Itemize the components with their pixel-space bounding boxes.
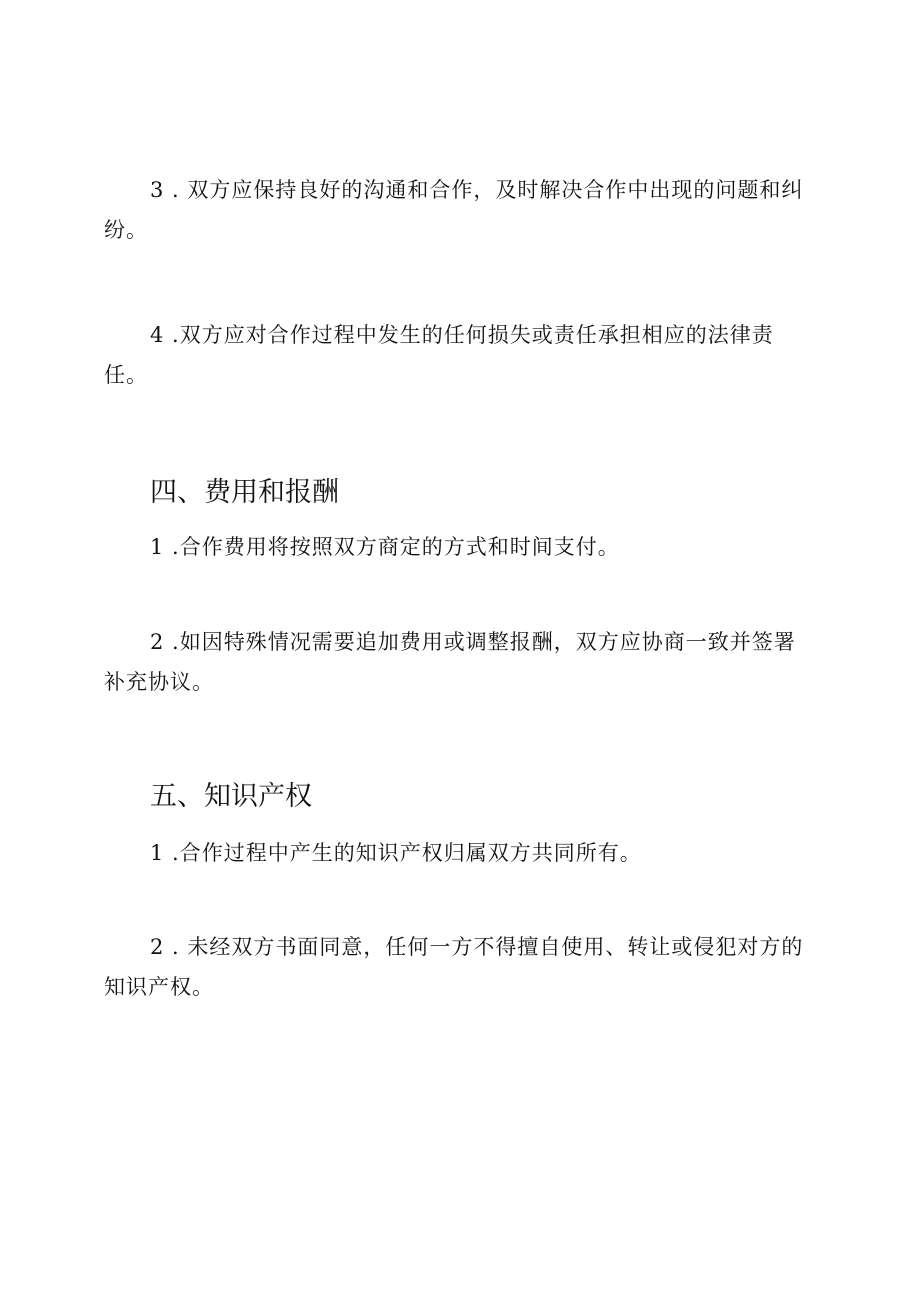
- clause-5-2: 2 . 未经双方书面同意，任何一方不得擅自使用、转让或侵犯对方的知识产权。: [104, 935, 804, 999]
- section-heading-ip: 五、知识产权: [150, 781, 312, 812]
- clause-3-3: 3 . 双方应保持良好的沟通和合作，及时解决合作中出现的问题和纠纷。: [104, 178, 804, 242]
- clause-4-2: 2 .如因特殊情况需要追加费用或调整报酬，双方应协商一致并签署补充协议。: [104, 630, 796, 694]
- section-heading-fees: 四、费用和报酬: [150, 477, 339, 508]
- clause-3-4: 4 .双方应对合作过程中发生的任何损失或责任承担相应的法律责任。: [104, 323, 774, 387]
- clause-5-1: 1 .合作过程中产生的知识产权归属双方共同所有。: [150, 841, 642, 865]
- clause-4-1: 1 .合作费用将按照双方商定的方式和时间支付。: [150, 535, 620, 559]
